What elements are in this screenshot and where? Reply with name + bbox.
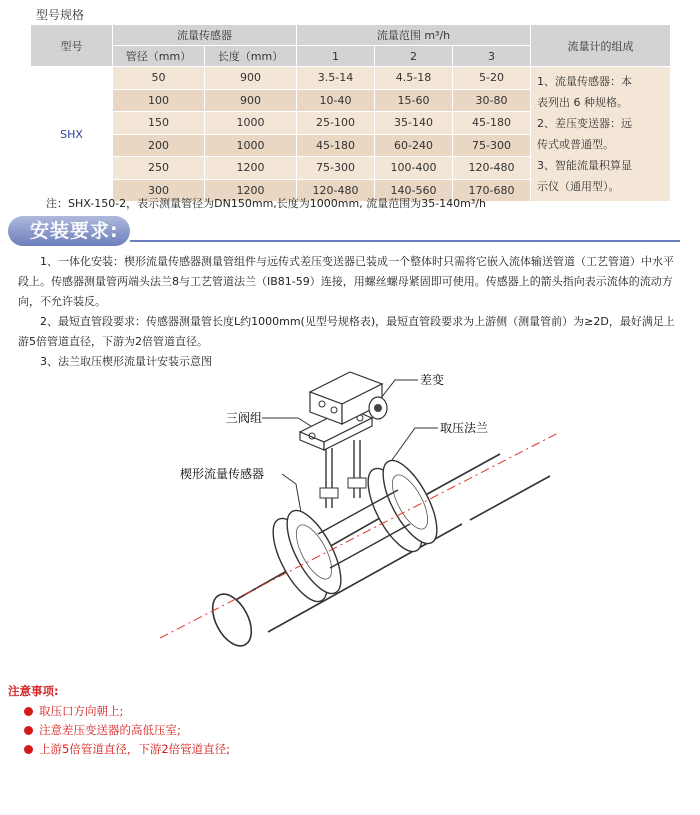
leader-line	[378, 380, 418, 402]
composition-line: 2、差压变送器：远	[537, 117, 633, 130]
cell-diameter: 200	[113, 134, 205, 157]
cell-range-3: 30-80	[453, 89, 531, 112]
cell-range-3: 120-480	[453, 157, 531, 180]
cell-range-1: 3.5-14	[297, 67, 375, 90]
header-model: 型号	[31, 25, 113, 67]
flange-right	[358, 453, 448, 559]
header-diameter: 管径（mm）	[113, 46, 205, 67]
header-composition: 流量计的组成	[531, 25, 671, 67]
cell-range-3: 75-300	[453, 134, 531, 157]
model-cell: SHX	[31, 67, 113, 202]
caution-item	[24, 722, 181, 738]
install-para-2: 2、最短直管段要求：传感器测量管长度L约1000mm(见型号规格表)，最短直管段要求为上游侧（测量管前）为≥2D，最好满足上游5倍管道直径，下游为2倍管道直径。	[18, 315, 675, 348]
spec-table	[30, 24, 671, 202]
spec-note: 注：SHX-150-2，表示测量管径为DN150mm,长度为1000mm, 流量范围为35-140m³/h	[46, 197, 486, 210]
cell-range-2: 4.5-18	[375, 67, 453, 90]
header-range-1: 1	[297, 46, 375, 67]
caution-text: 上游5倍管道直径，下游2倍管道直径;	[39, 742, 231, 756]
caution-item	[24, 703, 123, 719]
bullet-icon	[24, 707, 33, 716]
cell-range-1: 45-180	[297, 134, 375, 157]
cell-diameter: 150	[113, 112, 205, 135]
header-range-3: 3	[453, 46, 531, 67]
cell-range-1: 10-40	[297, 89, 375, 112]
caution-item	[24, 741, 230, 757]
cell-length: 900	[205, 67, 297, 90]
cell-range-3: 5-20	[453, 67, 531, 90]
caution-text: 注意差压变送器的高低压室;	[39, 723, 181, 737]
cell-range-2: 100-400	[375, 157, 453, 180]
header-sensor: 流量传感器	[113, 25, 297, 46]
caution-text: 取压口方向朝上;	[39, 704, 124, 718]
cell-range-1: 75-300	[297, 157, 375, 180]
dp-transmitter	[310, 372, 387, 424]
cell-length: 1200	[205, 157, 297, 180]
section-divider	[130, 240, 680, 242]
composition-cell	[531, 67, 671, 202]
label-transmitter: 差变	[420, 373, 445, 387]
cell-length: 1000	[205, 134, 297, 157]
composition-line: 表列出 6 种规格。	[537, 96, 629, 109]
pipe-open-end	[205, 588, 260, 652]
installation-diagram	[0, 370, 700, 670]
cell-diameter: 300	[113, 179, 205, 202]
cell-range-3: 170-680	[453, 179, 531, 202]
cell-range-2: 140-560	[375, 179, 453, 202]
composition-line: 3、智能流量积算显	[537, 159, 633, 172]
cell-range-2: 35-140	[375, 112, 453, 135]
spec-section-title: 型号规格	[36, 8, 85, 22]
bullet-icon	[24, 726, 33, 735]
header-range-2: 2	[375, 46, 453, 67]
impulse-lines	[320, 440, 366, 508]
cell-length: 1200	[205, 179, 297, 202]
cell-length: 900	[205, 89, 297, 112]
label-sensor: 楔形流量传感器	[180, 467, 265, 481]
cell-diameter: 250	[113, 157, 205, 180]
bullet-icon	[24, 745, 33, 754]
install-para-3: 3、法兰取压楔形流量计安装示意图	[40, 355, 212, 368]
measuring-tube	[330, 524, 410, 568]
composition-line: 传式或普通型。	[537, 138, 615, 151]
leader-line	[392, 428, 438, 460]
cell-range-1: 120-480	[297, 179, 375, 202]
cell-range-3: 45-180	[453, 112, 531, 135]
cell-range-2: 60-240	[375, 134, 453, 157]
header-length: 长度（mm）	[205, 46, 297, 67]
cell-range-1: 25-100	[297, 112, 375, 135]
install-para-1: 1、一体化安装：楔形流量传感器测量管组件与远传式差压变送器已装成一个整体时只需将它嵌入流体输送管道（工艺管道）中水平段上。传感器测量管两端头法兰8与工艺管道法兰（IB81-59）连接，用螺丝螺母紧固即可使用。传感器上的箭头指向表示流体的流动方向，不允许装反。	[18, 255, 674, 308]
composition-line: 示仪（通用型）。	[537, 180, 620, 193]
caution-title: 注意事项:	[8, 684, 59, 698]
label-valve-group: 三阀组	[226, 411, 263, 425]
table-row	[31, 67, 671, 90]
composition-line: 1、流量传感器：本	[537, 75, 633, 88]
cell-diameter: 50	[113, 67, 205, 90]
cell-diameter: 100	[113, 89, 205, 112]
cell-length: 1000	[205, 112, 297, 135]
install-section-title: 安装要求:	[8, 216, 130, 246]
label-flange: 取压法兰	[440, 421, 489, 435]
cell-range-2: 15-60	[375, 89, 453, 112]
header-flow-range: 流量范围 m³/h	[297, 25, 531, 46]
